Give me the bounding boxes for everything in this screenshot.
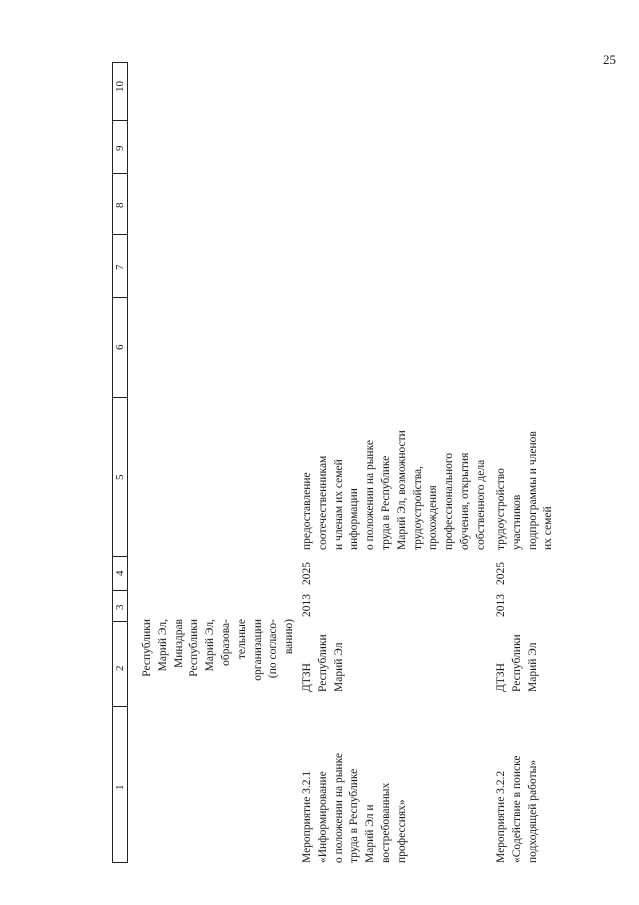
header-number-6: 6 <box>114 344 126 350</box>
col-divider-3-4 <box>112 590 128 591</box>
header-rule-right <box>127 62 128 863</box>
col-divider-8-9 <box>112 173 128 174</box>
col-divider-2-3 <box>112 621 128 622</box>
col-divider-5-6 <box>112 397 128 398</box>
row-2-end-year: 2025 <box>495 562 507 585</box>
header-number-7: 7 <box>114 264 126 270</box>
table-bottom-rule <box>112 862 128 863</box>
header-number-3: 3 <box>114 604 126 610</box>
row-1-expected-result: предоставление соотечественникам и членам их семей информации о положении на рынке труда в Республике Марий Эл, возможности трудоустройства, прохождения профессионального обучения, открытия собственного дела <box>301 430 487 550</box>
row-1-start-year: 2013 <box>301 594 313 617</box>
row-2-start-year: 2013 <box>495 594 507 617</box>
table-top-rule <box>112 62 128 63</box>
header-number-9: 9 <box>114 145 126 151</box>
header-number-4: 4 <box>114 570 126 576</box>
header-number-10: 10 <box>114 81 126 92</box>
col-divider-1-2 <box>112 706 128 707</box>
header-rule-left <box>112 62 113 863</box>
col-divider-7-8 <box>112 234 128 235</box>
row-1-executor: ДТЗН Республики Марий Эл <box>301 634 345 692</box>
row-2-event-title: Мероприятие 3.2.2 <box>495 770 507 863</box>
continued-responsible-executors: Республики Марий Эл, Минздрав Республики Марий Эл, образова- тельные организации (по согласо- ванию) <box>141 619 296 681</box>
col-divider-9-10 <box>112 120 128 121</box>
row-2-event-name: Мероприятие 3.2.2 «Содействие в поиске подходящей работы» <box>494 721 541 863</box>
header-number-2: 2 <box>114 665 126 671</box>
row-1-end-year: 2025 <box>301 562 313 585</box>
row-2-expected-result: трудоустройство участников подпрограммы и членов их семей <box>495 431 555 550</box>
page-number: 25 <box>603 52 616 67</box>
header-number-5: 5 <box>114 474 126 480</box>
row-1-event-title: Мероприятие 3.2.1 <box>301 770 313 863</box>
header-number-8: 8 <box>114 202 126 208</box>
col-divider-6-7 <box>112 297 128 298</box>
row-1-event-name: Мероприятие 3.2.1 «Информирование о положении на рынке труда в Республике Марий Эл и востребованных профессиях» <box>300 721 411 863</box>
header-number-1: 1 <box>114 784 126 790</box>
col-divider-4-5 <box>112 556 128 557</box>
row-2-executor: ДТЗН Республики Марий Эл <box>495 634 539 692</box>
